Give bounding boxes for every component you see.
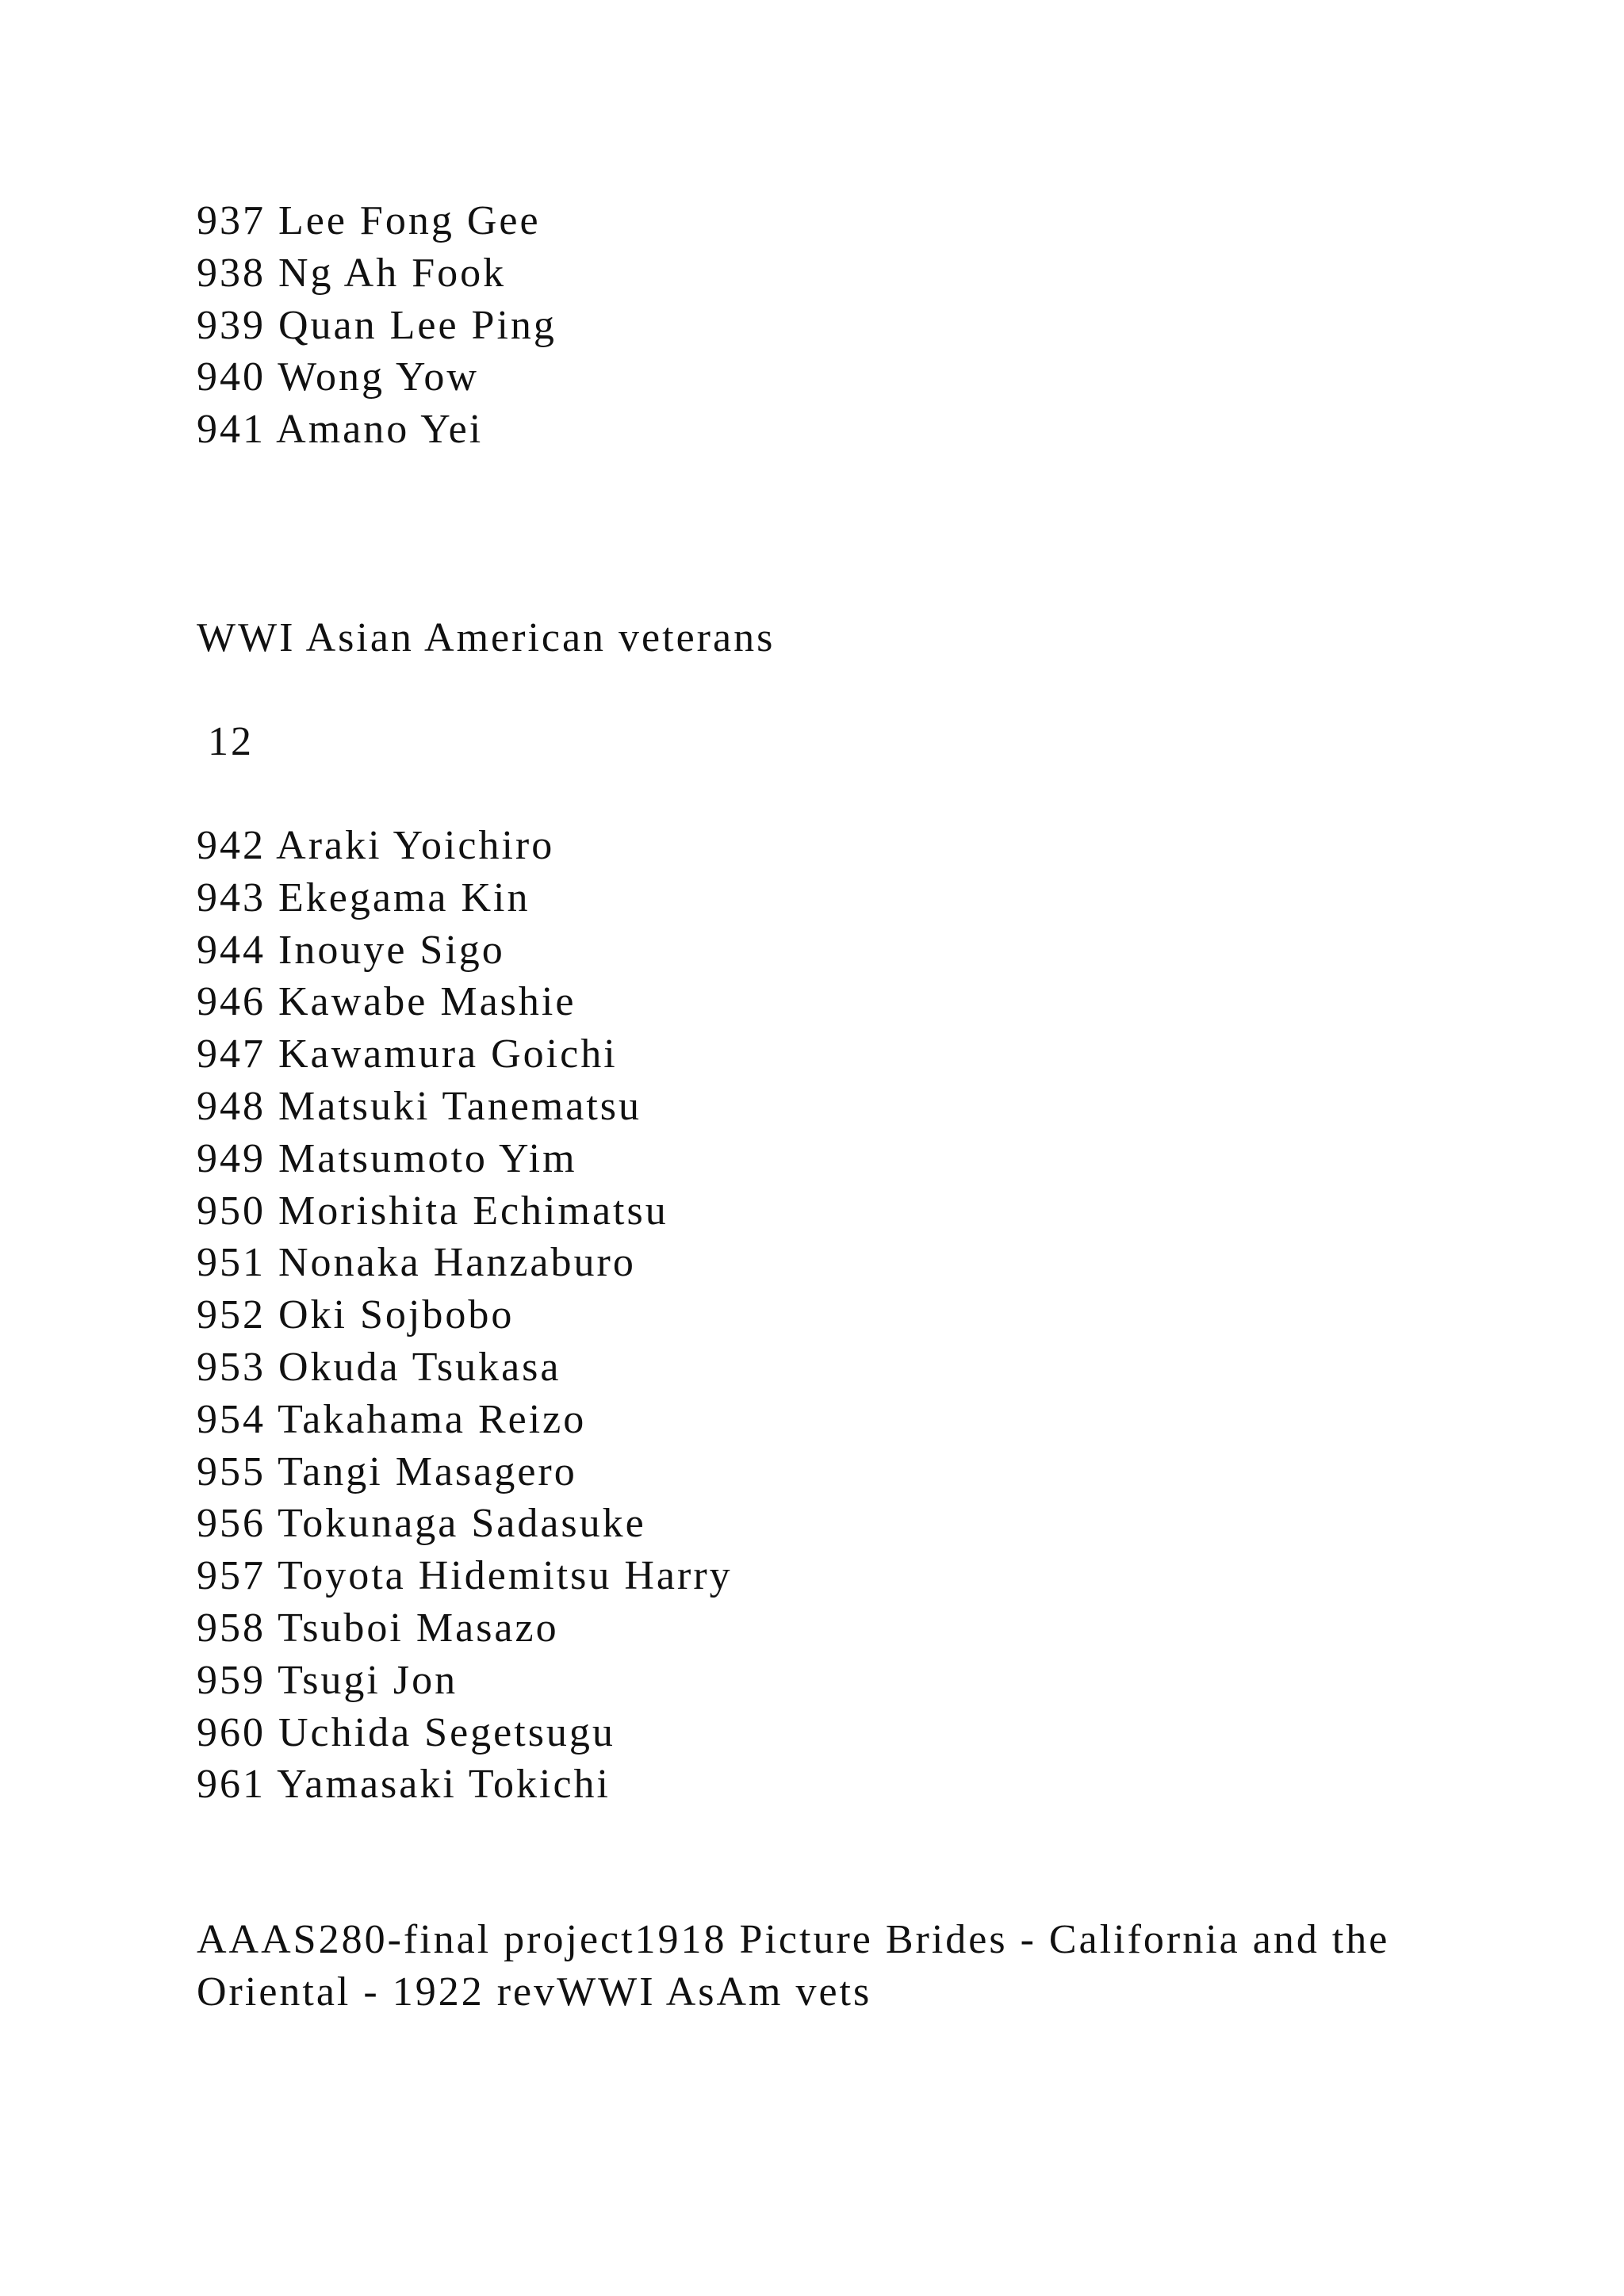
entry-name: Tokunaga Sadasuke bbox=[278, 1501, 646, 1547]
entry-number: 944 bbox=[197, 927, 266, 973]
veteran-list-continued bbox=[197, 195, 557, 456]
entry-name: Ekegama Kin bbox=[278, 874, 530, 920]
entry-number: 937 bbox=[197, 198, 266, 243]
document-footer: AAAS280-final project1918 Picture Brides - California and the Oriental - 1922 revWWI AsAm vets bbox=[197, 1917, 1390, 2015]
list-item bbox=[197, 1341, 733, 1394]
entry-name: Morishita Echimatsu bbox=[278, 1188, 668, 1234]
list-item bbox=[197, 351, 557, 404]
list-item bbox=[197, 976, 733, 1028]
list-item bbox=[197, 1028, 733, 1081]
entry-number: 958 bbox=[197, 1605, 266, 1651]
entry-number: 953 bbox=[197, 1344, 266, 1390]
list-item bbox=[197, 1394, 733, 1446]
entry-number: 946 bbox=[197, 979, 266, 1025]
entry-number: 943 bbox=[197, 874, 266, 920]
entry-name: Nonaka Hanzaburo bbox=[278, 1240, 636, 1286]
entry-number: 950 bbox=[197, 1188, 266, 1234]
entry-number: 961 bbox=[197, 1762, 266, 1808]
entry-name: Lee Fong Gee bbox=[278, 198, 541, 243]
entry-name: Amano Yei bbox=[276, 407, 484, 453]
list-item bbox=[197, 1498, 733, 1550]
entry-name: Oki Sojbobo bbox=[278, 1292, 515, 1338]
page-number: 12 bbox=[208, 719, 254, 764]
entry-name: Inouye Sigo bbox=[278, 927, 505, 973]
entry-name: Tsuboi Masazo bbox=[278, 1605, 559, 1651]
entry-name: Toyota Hidemitsu Harry bbox=[278, 1553, 733, 1599]
list-item bbox=[197, 300, 557, 352]
entry-number: 941 bbox=[197, 407, 266, 453]
list-item bbox=[197, 1602, 733, 1655]
list-item bbox=[197, 820, 733, 872]
list-item bbox=[197, 1237, 733, 1289]
entry-number: 959 bbox=[197, 1657, 266, 1703]
entry-name: Kawamura Goichi bbox=[278, 1031, 618, 1077]
entry-name: Matsumoto Yim bbox=[278, 1135, 577, 1181]
entry-name: Matsuki Tanematsu bbox=[278, 1083, 642, 1129]
list-item bbox=[197, 1446, 733, 1498]
list-item bbox=[197, 1707, 733, 1759]
veteran-list bbox=[197, 820, 733, 1811]
entry-name: Okuda Tsukasa bbox=[278, 1344, 561, 1390]
entry-number: 960 bbox=[197, 1709, 266, 1755]
list-item bbox=[197, 924, 733, 977]
entry-name: Araki Yoichiro bbox=[276, 823, 555, 868]
list-item bbox=[197, 1758, 733, 1811]
list-item bbox=[197, 247, 557, 300]
entry-number: 939 bbox=[197, 302, 266, 348]
entry-number: 940 bbox=[197, 354, 266, 400]
list-item bbox=[197, 195, 557, 247]
entry-number: 957 bbox=[197, 1553, 266, 1599]
list-item bbox=[197, 1185, 733, 1238]
entry-name: Takahama Reizo bbox=[278, 1396, 587, 1442]
entry-number: 947 bbox=[197, 1031, 266, 1077]
entry-number: 955 bbox=[197, 1448, 266, 1494]
entry-name: Tsugi Jon bbox=[278, 1657, 458, 1703]
entry-number: 956 bbox=[197, 1501, 266, 1547]
entry-name: Ng Ah Fook bbox=[278, 250, 507, 296]
entry-number: 942 bbox=[197, 823, 266, 868]
entry-number: 952 bbox=[197, 1292, 266, 1338]
entry-number: 949 bbox=[197, 1135, 266, 1181]
entry-name: Wong Yow bbox=[278, 354, 479, 400]
entry-name: Kawabe Mashie bbox=[278, 979, 576, 1025]
entry-number: 948 bbox=[197, 1083, 266, 1129]
entry-name: Quan Lee Ping bbox=[278, 302, 557, 348]
list-item bbox=[197, 1550, 733, 1602]
entry-name: Yamasaki Tokichi bbox=[277, 1762, 611, 1808]
entry-number: 951 bbox=[197, 1240, 266, 1286]
entry-number: 938 bbox=[197, 250, 266, 296]
list-item bbox=[197, 1289, 733, 1341]
entry-name: Tangi Masagero bbox=[278, 1448, 577, 1494]
list-item bbox=[197, 1133, 733, 1185]
entry-name: Uchida Segetsugu bbox=[278, 1709, 615, 1755]
list-item bbox=[197, 1081, 733, 1133]
list-item bbox=[197, 872, 733, 924]
section-heading: WWI Asian American veterans bbox=[197, 615, 776, 660]
list-item bbox=[197, 1655, 733, 1707]
list-item bbox=[197, 404, 557, 456]
entry-number: 954 bbox=[197, 1396, 266, 1442]
